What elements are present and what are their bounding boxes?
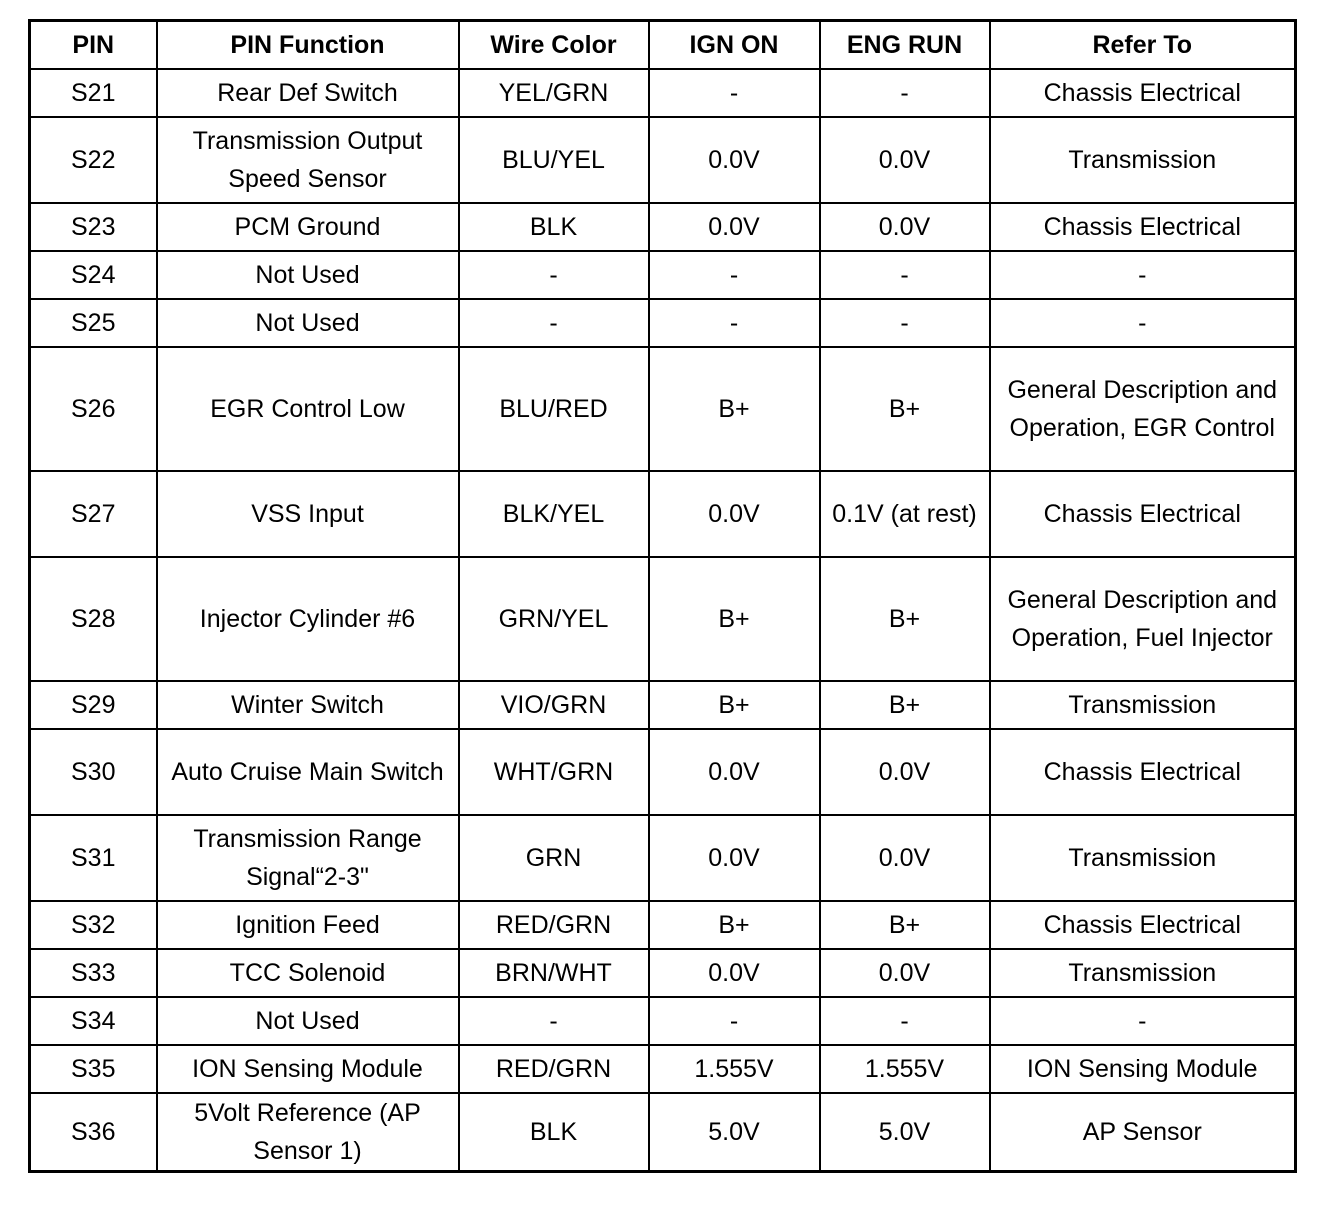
wire-color-cell: WHT/GRN	[459, 729, 649, 815]
table-row	[30, 557, 1296, 681]
pin-cell: S32	[30, 901, 157, 949]
pin-cell: S21	[30, 69, 157, 117]
wire-color-cell: -	[459, 997, 649, 1045]
pin-cell: S30	[30, 729, 157, 815]
pin-cell: S34	[30, 997, 157, 1045]
eng-run-cell: 0.0V	[820, 949, 990, 997]
table-row	[30, 901, 1296, 949]
pin-function-cell: Transmission Range Signal“2-3"	[157, 815, 459, 901]
pin-function-cell: Not Used	[157, 299, 459, 347]
ign-on-cell: 0.0V	[649, 203, 820, 251]
ign-on-cell: -	[649, 251, 820, 299]
pin-function-cell: 5Volt Reference (AP Sensor 1)	[157, 1093, 459, 1172]
ign-on-cell: 0.0V	[649, 729, 820, 815]
ign-on-cell: 0.0V	[649, 815, 820, 901]
pin-cell: S33	[30, 949, 157, 997]
table-row	[30, 1045, 1296, 1093]
table-row	[30, 117, 1296, 203]
refer-to-cell: AP Sensor	[990, 1093, 1296, 1172]
table-row	[30, 299, 1296, 347]
eng-run-cell: 0.0V	[820, 815, 990, 901]
wire-color-cell: RED/GRN	[459, 1045, 649, 1093]
wire-color-cell: -	[459, 299, 649, 347]
ign-on-cell: 1.555V	[649, 1045, 820, 1093]
refer-to-cell: Chassis Electrical	[990, 471, 1296, 557]
eng-run-cell: 1.555V	[820, 1045, 990, 1093]
wire-color-cell: GRN/YEL	[459, 557, 649, 681]
eng-run-cell: 5.0V	[820, 1093, 990, 1172]
header-eng-run: ENG RUN	[820, 21, 990, 70]
eng-run-cell: B+	[820, 901, 990, 949]
table-row	[30, 471, 1296, 557]
eng-run-cell: B+	[820, 557, 990, 681]
table-row	[30, 815, 1296, 901]
pin-cell: S35	[30, 1045, 157, 1093]
refer-to-cell: General Description and Operation, EGR Control	[990, 347, 1296, 471]
table-row	[30, 997, 1296, 1045]
eng-run-cell: 0.0V	[820, 117, 990, 203]
eng-run-cell: 0.1V (at rest)	[820, 471, 990, 557]
pin-cell: S23	[30, 203, 157, 251]
header-ign-on: IGN ON	[649, 21, 820, 70]
pin-function-cell: Injector Cylinder #6	[157, 557, 459, 681]
refer-to-cell: Chassis Electrical	[990, 901, 1296, 949]
pin-function-cell: VSS Input	[157, 471, 459, 557]
header-wire-color: Wire Color	[459, 21, 649, 70]
refer-to-cell: -	[990, 997, 1296, 1045]
table-body	[30, 69, 1296, 1172]
ign-on-cell: B+	[649, 347, 820, 471]
refer-to-cell: -	[990, 251, 1296, 299]
wire-color-cell: VIO/GRN	[459, 681, 649, 729]
ign-on-cell: 5.0V	[649, 1093, 820, 1172]
refer-to-cell: Transmission	[990, 949, 1296, 997]
ign-on-cell: B+	[649, 901, 820, 949]
table-row	[30, 203, 1296, 251]
pin-function-cell: Winter Switch	[157, 681, 459, 729]
header-pin-function: PIN Function	[157, 21, 459, 70]
wire-color-cell: YEL/GRN	[459, 69, 649, 117]
pin-function-cell: Rear Def Switch	[157, 69, 459, 117]
pin-function-cell: Not Used	[157, 997, 459, 1045]
wire-color-cell: BLK/YEL	[459, 471, 649, 557]
ign-on-cell: -	[649, 997, 820, 1045]
pin-function-cell: Auto Cruise Main Switch	[157, 729, 459, 815]
table-row	[30, 69, 1296, 117]
ign-on-cell: 0.0V	[649, 471, 820, 557]
refer-to-cell: Chassis Electrical	[990, 69, 1296, 117]
table-row	[30, 347, 1296, 471]
pin-cell: S36	[30, 1093, 157, 1172]
ign-on-cell: 0.0V	[649, 117, 820, 203]
refer-to-cell: Transmission	[990, 681, 1296, 729]
ign-on-cell: 0.0V	[649, 949, 820, 997]
header-row	[30, 21, 1296, 70]
wire-color-cell: BLK	[459, 203, 649, 251]
refer-to-cell: ION Sensing Module	[990, 1045, 1296, 1093]
refer-to-cell: Transmission	[990, 815, 1296, 901]
pin-function-cell: Ignition Feed	[157, 901, 459, 949]
pin-cell: S28	[30, 557, 157, 681]
pin-cell: S26	[30, 347, 157, 471]
refer-to-cell: Chassis Electrical	[990, 729, 1296, 815]
pin-cell: S31	[30, 815, 157, 901]
wire-color-cell: GRN	[459, 815, 649, 901]
eng-run-cell: B+	[820, 347, 990, 471]
eng-run-cell: B+	[820, 681, 990, 729]
wire-color-cell: BLK	[459, 1093, 649, 1172]
table-row	[30, 1093, 1296, 1172]
table-row	[30, 949, 1296, 997]
refer-to-cell: -	[990, 299, 1296, 347]
pin-function-cell: TCC Solenoid	[157, 949, 459, 997]
wire-color-cell: BLU/RED	[459, 347, 649, 471]
eng-run-cell: -	[820, 997, 990, 1045]
wire-color-cell: BRN/WHT	[459, 949, 649, 997]
wire-color-cell: BLU/YEL	[459, 117, 649, 203]
table-row	[30, 681, 1296, 729]
ign-on-cell: B+	[649, 557, 820, 681]
pin-table	[28, 19, 1297, 1173]
pin-cell: S22	[30, 117, 157, 203]
pin-cell: S29	[30, 681, 157, 729]
pin-function-cell: PCM Ground	[157, 203, 459, 251]
ign-on-cell: -	[649, 69, 820, 117]
ign-on-cell: B+	[649, 681, 820, 729]
eng-run-cell: -	[820, 69, 990, 117]
wire-color-cell: -	[459, 251, 649, 299]
header-pin: PIN	[30, 21, 157, 70]
pin-cell: S27	[30, 471, 157, 557]
pin-cell: S24	[30, 251, 157, 299]
pin-cell: S25	[30, 299, 157, 347]
eng-run-cell: -	[820, 251, 990, 299]
pin-function-cell: EGR Control Low	[157, 347, 459, 471]
eng-run-cell: -	[820, 299, 990, 347]
table-row	[30, 729, 1296, 815]
eng-run-cell: 0.0V	[820, 203, 990, 251]
pin-function-cell: ION Sensing Module	[157, 1045, 459, 1093]
refer-to-cell: General Description and Operation, Fuel Injector	[990, 557, 1296, 681]
table-row	[30, 251, 1296, 299]
pin-function-cell: Not Used	[157, 251, 459, 299]
refer-to-cell: Transmission	[990, 117, 1296, 203]
header-refer-to: Refer To	[990, 21, 1296, 70]
wire-color-cell: RED/GRN	[459, 901, 649, 949]
eng-run-cell: 0.0V	[820, 729, 990, 815]
refer-to-cell: Chassis Electrical	[990, 203, 1296, 251]
ign-on-cell: -	[649, 299, 820, 347]
pin-function-cell: Transmission Output Speed Sensor	[157, 117, 459, 203]
